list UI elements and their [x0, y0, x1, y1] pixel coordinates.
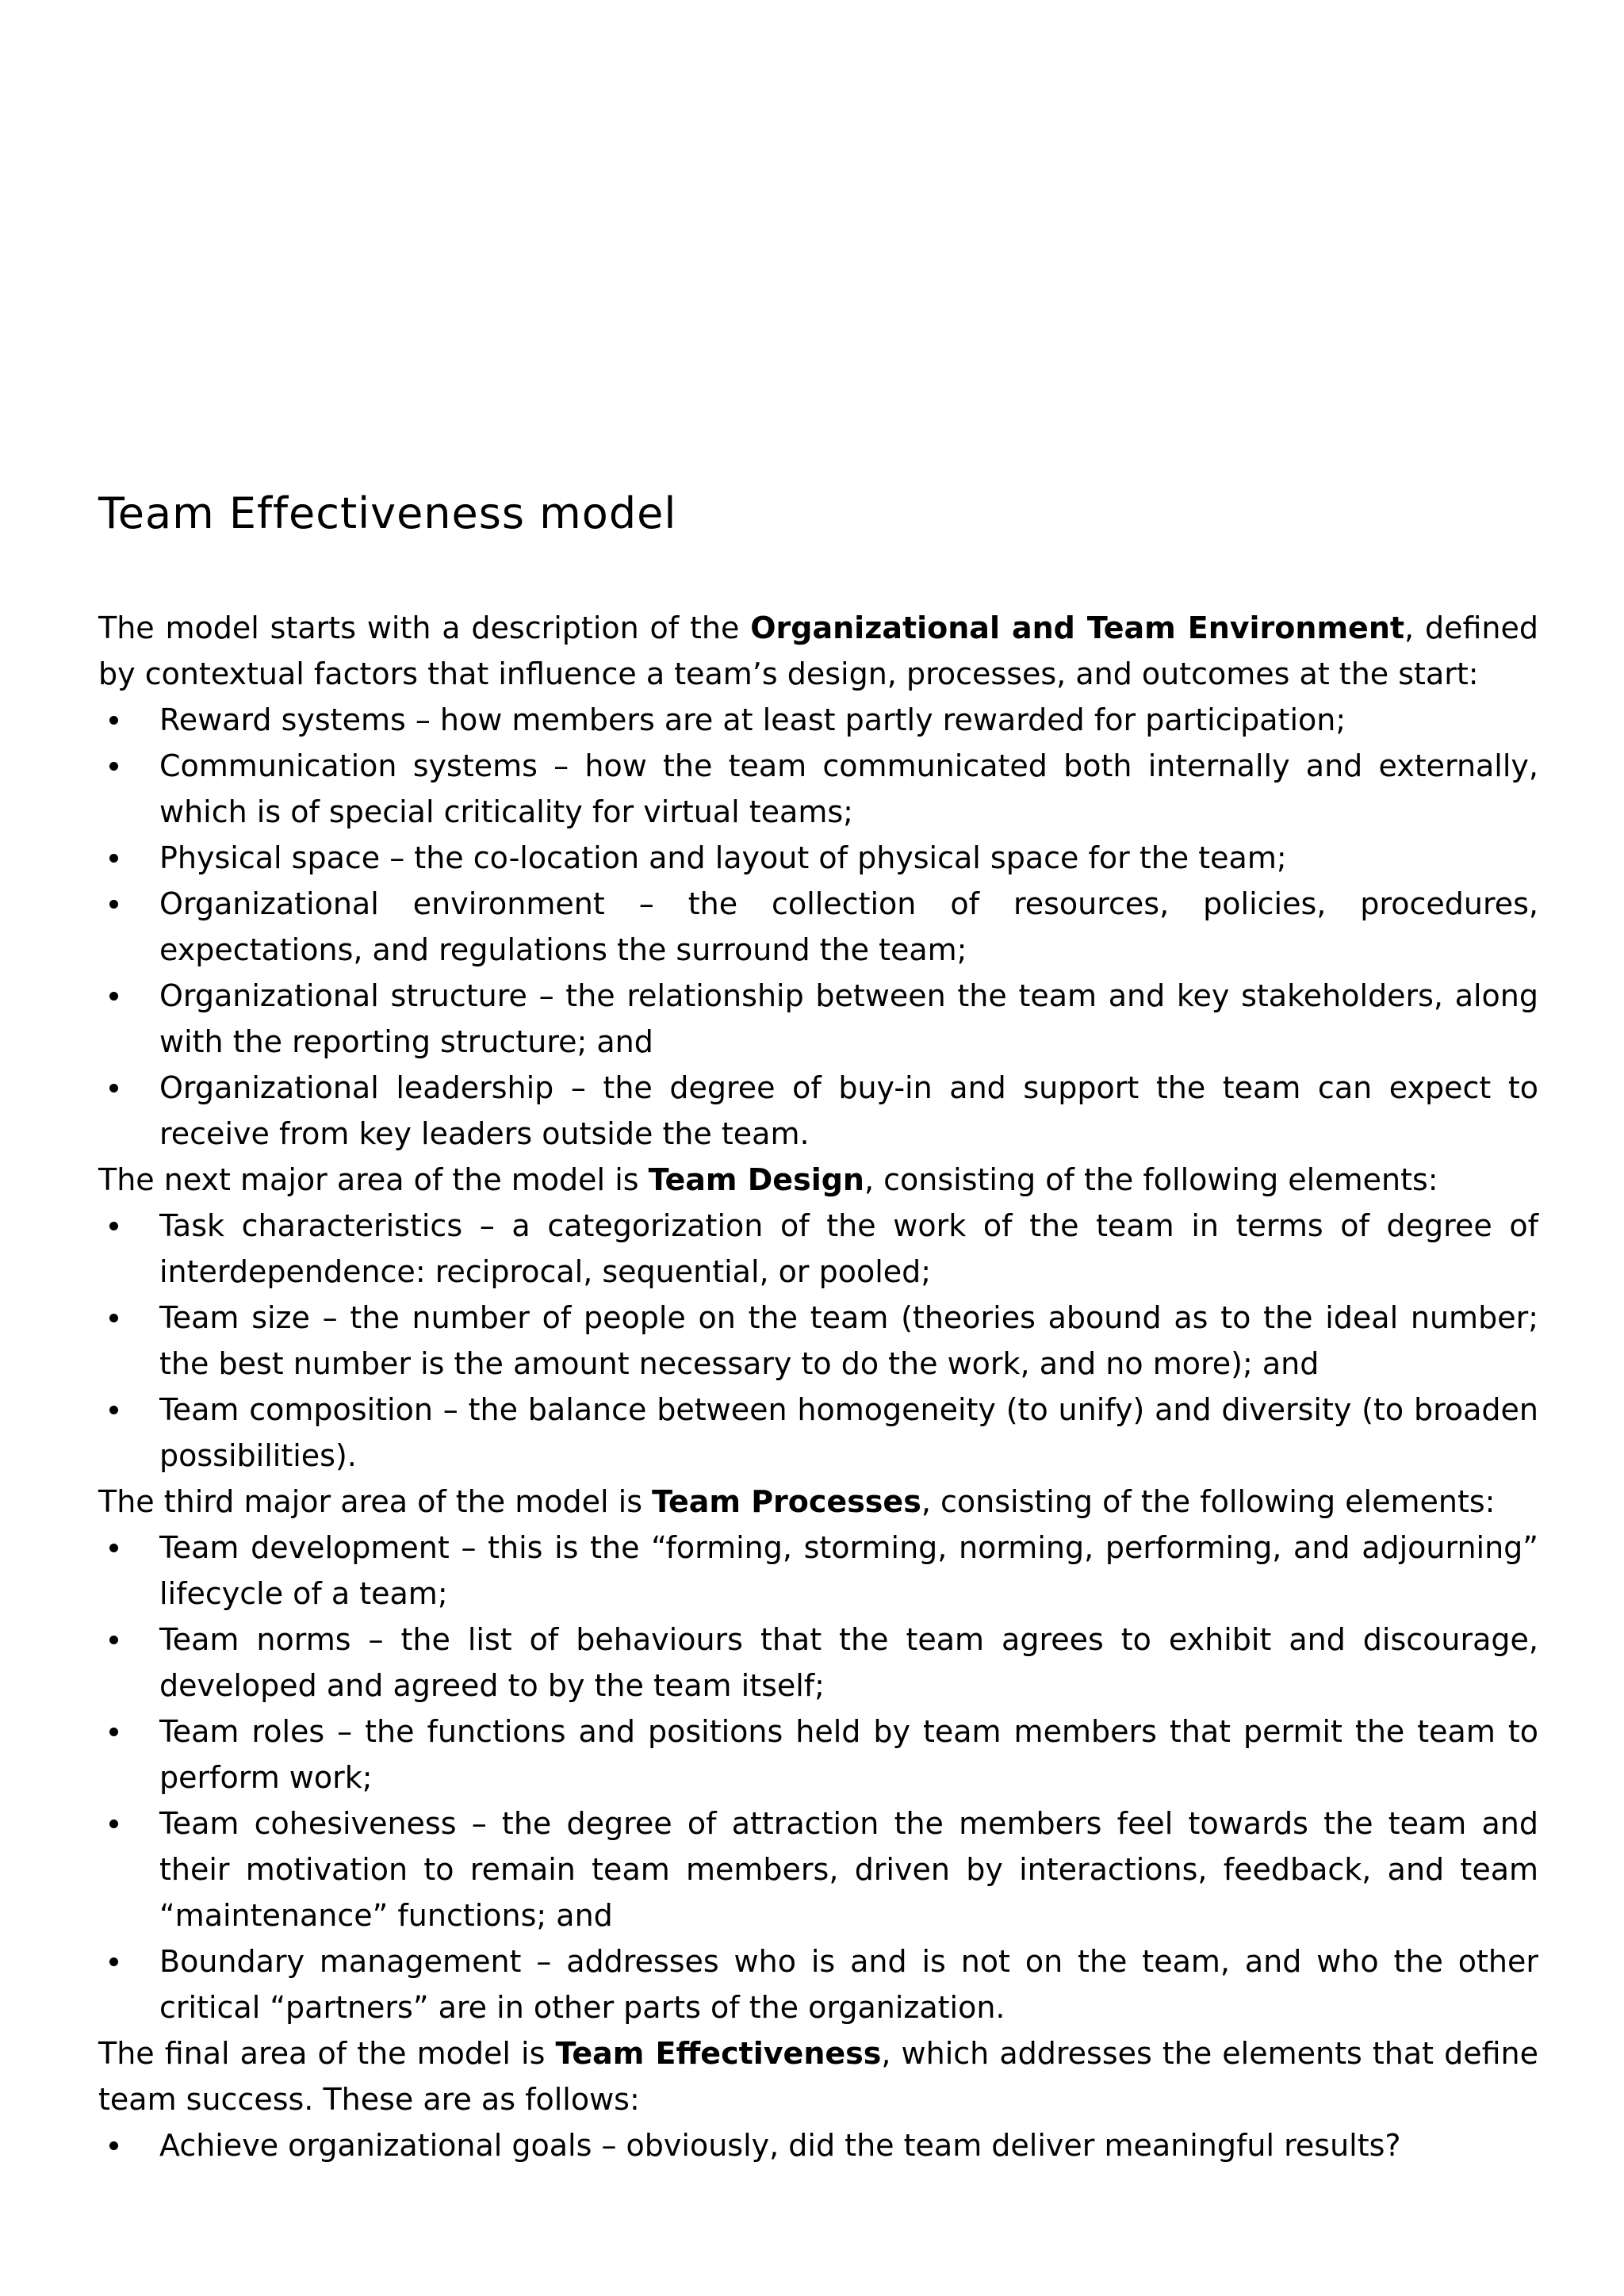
list-item: Achieve organizational goals – obviously, did the team deliver meaningful results? [98, 2122, 1538, 2168]
bullet-icon [109, 1957, 118, 1966]
bullet-icon [109, 1728, 118, 1736]
bullet-icon [109, 1314, 118, 1322]
section-intro: The third major area of the model is Team Processes, consisting of the following elements: [98, 1484, 1496, 1519]
list-item: Team development – this is the “forming, storming, norming, performing, and adjourning” lifecycle of a team; [98, 1525, 1538, 1617]
bullet-list [98, 2122, 1538, 2168]
list-item: Communication systems – how the team communicated both internally and externally, which is of special criticality for virtual teams; [98, 743, 1538, 835]
document-body [98, 605, 1538, 2168]
bullet-icon [109, 1636, 118, 1644]
list-item: Team size – the number of people on the team (theories abound as to the ideal number; the best number is the amount necessary to do the work, and no more); and [98, 1295, 1538, 1387]
section-team-design [98, 1157, 1538, 1479]
bullet-icon [109, 854, 118, 863]
bullet-icon [109, 762, 118, 771]
section-intro: The next major area of the model is Team Design, consisting of the following elements: [98, 1162, 1438, 1197]
list-item: Organizational environment – the collection of resources, policies, procedures, expectations, and regulations the surround the team; [98, 881, 1538, 973]
section-team-effectiveness [98, 2030, 1538, 2168]
section-heading-bold: Team Design [648, 1162, 864, 1197]
bullet-icon [109, 1406, 118, 1414]
list-item: Boundary management – addresses who is and is not on the team, and who the other critical “partners” are in other parts of the organization. [98, 1938, 1538, 2030]
section-heading-bold: Team Processes [652, 1484, 921, 1519]
list-item: Reward systems – how members are at least partly rewarded for participation; [98, 697, 1538, 743]
section-heading-bold: Team Effectiveness [555, 2036, 882, 2071]
bullet-icon [109, 1544, 118, 1552]
list-item: Team composition – the balance between homogeneity (to unify) and diversity (to broaden possibilities). [98, 1387, 1538, 1479]
list-item: Physical space – the co-location and layout of physical space for the team; [98, 835, 1538, 881]
bullet-icon [109, 992, 118, 1001]
section-environment [98, 605, 1538, 1157]
bullet-icon [109, 1820, 118, 1828]
section-heading-bold: Organizational and Team Environment [750, 610, 1405, 645]
list-item: Organizational leadership – the degree of buy-in and support the team can expect to receive from key leaders outside the team. [98, 1065, 1538, 1157]
bullet-list [98, 1203, 1538, 1479]
bullet-icon [109, 900, 118, 909]
section-intro: The model starts with a description of the Organizational and Team Environment, defined by contextual factors that influence a team’s design, processes, and outcomes at the start: [98, 610, 1538, 691]
list-item: Team norms – the list of behaviours that the team agrees to exhibit and discourage, developed and agreed to by the team itself; [98, 1617, 1538, 1709]
list-item: Organizational structure – the relationship between the team and key stakeholders, along with the reporting structure; and [98, 973, 1538, 1065]
bullet-icon [109, 2141, 118, 2150]
bullet-list [98, 697, 1538, 1157]
page-title: Team Effectiveness model [98, 488, 677, 538]
section-team-processes [98, 1479, 1538, 2030]
list-item: Task characteristics – a categorization of the work of the team in terms of degree of interdependence: reciprocal, sequential, or pooled; [98, 1203, 1538, 1295]
list-item: Team roles – the functions and positions held by team members that permit the team to perform work; [98, 1709, 1538, 1800]
bullet-icon [109, 1222, 118, 1230]
bullet-icon [109, 716, 118, 725]
bullet-list [98, 1525, 1538, 2030]
section-intro: The final area of the model is Team Effectiveness, which addresses the elements that define team success. These are as follows: [98, 2036, 1539, 2117]
bullet-icon [109, 1084, 118, 1093]
list-item: Team cohesiveness – the degree of attraction the members feel towards the team and their motivation to remain team members, driven by interactions, feedback, and team “maintenance” functions; and [98, 1800, 1538, 1938]
